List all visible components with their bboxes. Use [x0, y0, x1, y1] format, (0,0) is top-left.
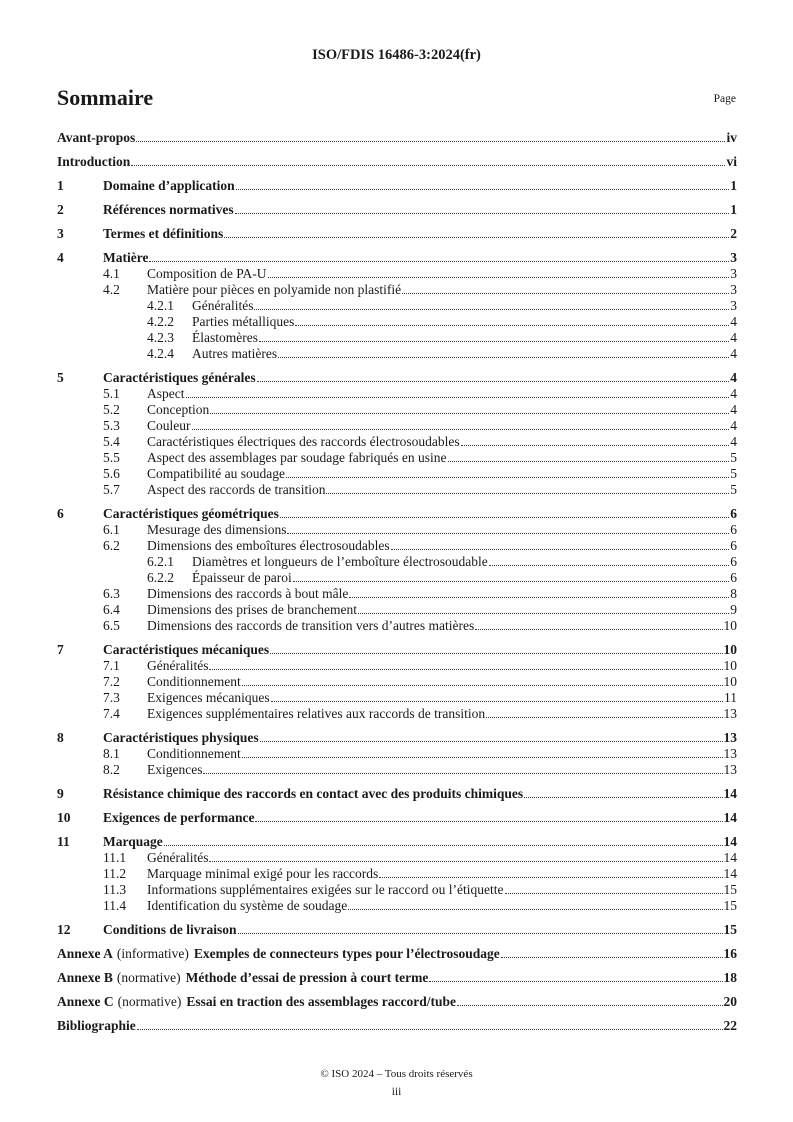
annex-qualifier: (normative) — [116, 970, 181, 985]
section-title: Couleur — [147, 418, 191, 433]
dot-leader — [501, 957, 723, 958]
section-title: Élastomères — [192, 330, 258, 345]
toc-entry-5-2[interactable] — [57, 402, 737, 418]
page-number: 13 — [723, 762, 737, 777]
page-number: 9 — [730, 602, 737, 617]
dot-leader — [486, 717, 722, 718]
section-number: 8 — [57, 730, 64, 745]
toc-entry-5-4[interactable] — [57, 434, 737, 450]
section-number: 5.4 — [103, 434, 120, 449]
dot-leader — [402, 293, 729, 294]
page-number: 6 — [730, 570, 737, 585]
dot-leader — [348, 909, 722, 910]
page-number: 4 — [730, 386, 737, 401]
section-title: Caractéristiques mécaniques — [103, 642, 270, 657]
copyright-notice: © ISO 2024 – Tous droits réservés — [320, 1068, 473, 1080]
toc-entry-8[interactable] — [57, 730, 737, 746]
section-number: 6.5 — [103, 618, 120, 633]
toc-entry-4-2-1[interactable] — [57, 298, 737, 314]
toc-entry-10[interactable] — [57, 810, 737, 826]
toc-entry-2[interactable] — [57, 202, 737, 218]
page-number: 10 — [723, 618, 737, 633]
section-title: Informations supplémentaires exigées sur le raccord ou l’étiquette — [147, 882, 504, 897]
toc-entry-5-3[interactable] — [57, 418, 737, 434]
section-title: Bibliographie — [57, 1018, 136, 1033]
section-title: Marquage — [103, 834, 163, 849]
dot-leader — [257, 381, 730, 382]
dot-leader — [259, 341, 729, 342]
page-number: 8 — [730, 586, 737, 601]
toc-entry-5-6[interactable] — [57, 466, 737, 482]
page-number: 3 — [730, 282, 737, 297]
dot-leader — [210, 413, 729, 414]
section-title: Dimensions des raccords à bout mâle — [147, 586, 349, 601]
page-number: 5 — [730, 450, 737, 465]
dot-leader — [255, 821, 722, 822]
section-number: 6.2.2 — [147, 570, 174, 585]
dot-leader — [489, 565, 729, 566]
dot-leader — [186, 397, 730, 398]
dot-leader — [475, 629, 722, 630]
footer-page-number: iii — [391, 1086, 402, 1098]
section-number: 6.3 — [103, 586, 120, 601]
dot-leader — [235, 213, 730, 214]
toc-entry-5-7[interactable] — [57, 482, 737, 498]
page-number: 14 — [723, 850, 737, 865]
dot-leader — [286, 477, 729, 478]
section-number: 6.4 — [103, 602, 120, 617]
section-title: Conditions de livraison — [103, 922, 237, 937]
dot-leader — [164, 845, 723, 846]
page-number: 22 — [723, 1018, 737, 1033]
section-number: 8.2 — [103, 762, 120, 777]
section-number: 11.4 — [103, 898, 127, 913]
toc-entry-11-4[interactable] — [57, 898, 737, 914]
dot-leader — [136, 141, 725, 142]
page-number: 11 — [724, 690, 737, 705]
section-title: Caractéristiques géométriques — [103, 506, 279, 521]
page-number: 4 — [730, 434, 737, 449]
page-number: 3 — [730, 298, 737, 313]
dot-leader — [295, 325, 729, 326]
section-title: Exigences — [147, 762, 203, 777]
section-number: 6.2 — [103, 538, 120, 553]
section-title: Domaine d’application — [103, 178, 235, 193]
toc-entry-7[interactable] — [57, 642, 737, 658]
section-number: 5.6 — [103, 466, 120, 481]
section-number: 1 — [57, 178, 64, 193]
toc-entry-annexe-a[interactable] — [57, 946, 737, 962]
page-number: 2 — [730, 226, 737, 241]
section-number: 5.5 — [103, 450, 120, 465]
page-number: 14 — [723, 866, 737, 881]
dot-leader — [524, 797, 722, 798]
toc-entry-9[interactable] — [57, 786, 737, 802]
section-title: Caractéristiques générales — [103, 370, 256, 385]
dot-leader — [505, 893, 723, 894]
annex-label: Annexe A — [57, 946, 113, 961]
toc-entry-6-4[interactable] — [57, 602, 737, 618]
section-title: Caractéristiques physiques — [103, 730, 259, 745]
page-number: 4 — [730, 370, 737, 385]
annex-label: Annexe B — [57, 970, 113, 985]
section-number: 5.3 — [103, 418, 120, 433]
section-number: 4 — [57, 250, 64, 265]
toc-entry-8-1[interactable] — [57, 746, 737, 762]
dot-leader — [391, 549, 730, 550]
page-number: 13 — [723, 706, 737, 721]
page-number: 18 — [723, 970, 737, 985]
dot-leader — [238, 933, 723, 934]
page-number: 10 — [723, 642, 737, 657]
toc-entry-12[interactable] — [57, 922, 737, 938]
section-number: 5.2 — [103, 402, 120, 417]
section-number: 6.2.1 — [147, 554, 174, 569]
section-number: 3 — [57, 226, 64, 241]
document-identifier: ISO/FDIS 16486-3:2024(fr) — [312, 47, 481, 63]
section-title: Marquage minimal exigé pour les raccords — [147, 866, 379, 881]
page-number: 3 — [730, 266, 737, 281]
dot-leader — [192, 429, 730, 430]
toc-entry-3[interactable] — [57, 226, 737, 242]
dot-leader — [280, 517, 729, 518]
page-number: 14 — [723, 834, 737, 849]
dot-leader — [149, 261, 729, 262]
dot-leader — [326, 493, 729, 494]
page-number: 15 — [723, 922, 737, 937]
section-title: Avant-propos — [57, 130, 136, 145]
section-title: Exigences mécaniques — [147, 690, 270, 705]
page-number: 14 — [723, 786, 737, 801]
page-number: 4 — [730, 330, 737, 345]
dot-leader — [448, 461, 730, 462]
section-title: Conditionnement — [147, 674, 241, 689]
section-number: 4.2 — [103, 282, 120, 297]
section-title: Exigences de performance — [103, 810, 255, 825]
toc-entry-6-1[interactable] — [57, 522, 737, 538]
toc-entry-avant-propos[interactable] — [57, 130, 737, 146]
section-title: Dimensions des emboîtures électrosoudables — [147, 538, 390, 553]
section-title: Termes et définitions — [103, 226, 224, 241]
section-title: Diamètres et longueurs de l’emboîture électrosoudable — [192, 554, 488, 569]
toc-entry-4[interactable] — [57, 250, 737, 266]
annex-label: Annexe C — [57, 994, 114, 1009]
toc-entry-1[interactable] — [57, 178, 737, 194]
section-number: 2 — [57, 202, 64, 217]
toc-entry-11[interactable] — [57, 834, 737, 850]
page-number: 1 — [730, 202, 737, 217]
section-title: Matière pour pièces en polyamide non plastifié — [147, 282, 402, 297]
toc-entry-annexe-c[interactable] — [57, 994, 737, 1010]
toc-entry-6-2-1[interactable] — [57, 554, 737, 570]
dot-leader — [209, 861, 722, 862]
section-title: Introduction — [57, 154, 131, 169]
dot-leader — [358, 613, 729, 614]
section-number: 8.1 — [103, 746, 120, 761]
page-number: 3 — [730, 250, 737, 265]
section-title: Parties métalliques — [192, 314, 295, 329]
dot-leader — [278, 357, 729, 358]
section-title: Mesurage des dimensions — [147, 522, 287, 537]
section-title: Compatibilité au soudage — [147, 466, 285, 481]
section-title: Exemples de connecteurs types pour l’électrosoudage — [193, 946, 500, 961]
section-title: Généralités — [192, 298, 254, 313]
section-number: 7.1 — [103, 658, 120, 673]
section-number: 5.1 — [103, 386, 120, 401]
page-number: 15 — [723, 898, 737, 913]
toc-entry-8-2[interactable] — [57, 762, 737, 778]
dot-leader — [429, 981, 722, 982]
page-number: 1 — [730, 178, 737, 193]
section-number: 12 — [57, 922, 71, 937]
section-title: Autres matières — [192, 346, 278, 361]
section-title: Conditionnement — [147, 746, 241, 761]
toc-entry-5-1[interactable] — [57, 386, 737, 402]
section-title: Matière — [103, 250, 149, 265]
toc-entry-11-1[interactable] — [57, 850, 737, 866]
annex-qualifier: (normative) — [117, 994, 182, 1009]
section-title: Aspect des raccords de transition — [147, 482, 326, 497]
dot-leader — [349, 597, 729, 598]
section-title: Dimensions des raccords de transition vers d’autres matières — [147, 618, 475, 633]
dot-leader — [293, 581, 730, 582]
page-number: 16 — [723, 946, 737, 961]
page-number: 4 — [730, 346, 737, 361]
section-number: 7.2 — [103, 674, 120, 689]
page-number: 13 — [723, 730, 737, 745]
page-number: 6 — [730, 554, 737, 569]
section-number: 11.1 — [103, 850, 127, 865]
dot-leader — [242, 757, 723, 758]
dot-leader — [461, 445, 730, 446]
toc-entry-introduction[interactable] — [57, 154, 737, 170]
section-number: 10 — [57, 810, 71, 825]
section-title: Exigences supplémentaires relatives aux raccords de transition — [147, 706, 486, 721]
section-title: Identification du système de soudage — [147, 898, 348, 913]
table-of-contents — [57, 130, 737, 1034]
dot-leader — [131, 165, 725, 166]
section-number: 7 — [57, 642, 64, 657]
toc-entry-4-2-3[interactable] — [57, 330, 737, 346]
dot-leader — [209, 669, 722, 670]
toc-entry-6-3[interactable] — [57, 586, 737, 602]
toc-entry-7-2[interactable] — [57, 674, 737, 690]
toc-entry-7-3[interactable] — [57, 690, 737, 706]
page-number: 5 — [730, 482, 737, 497]
toc-entry-5[interactable] — [57, 370, 737, 386]
section-number: 4.2.2 — [147, 314, 174, 329]
page-number: 13 — [723, 746, 737, 761]
toc-entry-7-1[interactable] — [57, 658, 737, 674]
page-number: 6 — [730, 538, 737, 553]
page-number: 4 — [730, 418, 737, 433]
page-number: 10 — [723, 658, 737, 673]
page-number: 15 — [723, 882, 737, 897]
dot-leader — [270, 653, 722, 654]
section-number: 4.2.1 — [147, 298, 174, 313]
dot-leader — [242, 685, 723, 686]
dot-leader — [287, 533, 729, 534]
page-number: 10 — [723, 674, 737, 689]
toc-entry-11-2[interactable] — [57, 866, 737, 882]
section-title: Généralités — [147, 850, 209, 865]
section-title: Généralités — [147, 658, 209, 673]
dot-leader — [271, 701, 723, 702]
dot-leader — [379, 877, 722, 878]
toc-entry-annexe-b[interactable] — [57, 970, 737, 986]
section-number: 7.3 — [103, 690, 120, 705]
annex-qualifier: (informative) — [116, 946, 189, 961]
section-title: Composition de PA-U — [147, 266, 267, 281]
page-number: 4 — [730, 402, 737, 417]
dot-leader — [457, 1005, 723, 1006]
section-title: Aspect — [147, 386, 185, 401]
section-title: Références normatives — [103, 202, 234, 217]
toc-entry-5-5[interactable] — [57, 450, 737, 466]
toc-entry-4-2[interactable] — [57, 282, 737, 298]
section-number: 6 — [57, 506, 64, 521]
section-title: Méthode d’essai de pression à court terme — [185, 970, 429, 985]
toc-entry-6-2-2[interactable] — [57, 570, 737, 586]
page-number: 20 — [723, 994, 737, 1009]
section-number: 4.1 — [103, 266, 120, 281]
section-number: 11.2 — [103, 866, 127, 881]
dot-leader — [203, 773, 722, 774]
page-number: 4 — [730, 314, 737, 329]
section-number: 9 — [57, 786, 64, 801]
section-number: 7.4 — [103, 706, 120, 721]
toc-entry-7-4[interactable] — [57, 706, 737, 722]
section-title: Aspect des assemblages par soudage fabriqués en usine — [147, 450, 447, 465]
dot-leader — [254, 309, 729, 310]
page-number: 6 — [730, 506, 737, 521]
section-number: 5.7 — [103, 482, 120, 497]
toc-entry-6-5[interactable] — [57, 618, 737, 634]
section-number: 11 — [57, 834, 70, 849]
toc-entry-4-1[interactable] — [57, 266, 737, 282]
toc-entry-11-3[interactable] — [57, 882, 737, 898]
page-number: 5 — [730, 466, 737, 481]
section-title: Épaisseur de paroi — [192, 570, 292, 585]
section-number: 5 — [57, 370, 64, 385]
toc-entry-4-2-2[interactable] — [57, 314, 737, 330]
section-number: 11.3 — [103, 882, 127, 897]
section-number: 4.2.4 — [147, 346, 174, 361]
page-title: Sommaire — [57, 85, 154, 110]
page-column-label: Page — [713, 93, 736, 105]
dot-leader — [137, 1029, 723, 1030]
section-number: 4.2.3 — [147, 330, 174, 345]
page-number: vi — [726, 154, 737, 169]
section-title: Dimensions des prises de branchement — [147, 602, 357, 617]
section-title: Conception — [147, 402, 210, 417]
toc-entry-6[interactable] — [57, 506, 737, 522]
dot-leader — [268, 277, 730, 278]
dot-leader — [236, 189, 730, 190]
toc-entry-4-2-4[interactable] — [57, 346, 737, 362]
dot-leader — [260, 741, 723, 742]
section-title: Caractéristiques électriques des raccords électrosoudables — [147, 434, 460, 449]
toc-entry-bibliographie[interactable] — [57, 1018, 737, 1034]
section-title: Résistance chimique des raccords en contact avec des produits chimiques — [103, 786, 524, 801]
section-number: 6.1 — [103, 522, 120, 537]
dot-leader — [224, 237, 729, 238]
toc-entry-6-2[interactable] — [57, 538, 737, 554]
page-number: iv — [726, 130, 737, 145]
section-title: Essai en traction des assemblages raccord/tube — [186, 994, 456, 1009]
page-number: 14 — [723, 810, 737, 825]
page-number: 6 — [730, 522, 737, 537]
